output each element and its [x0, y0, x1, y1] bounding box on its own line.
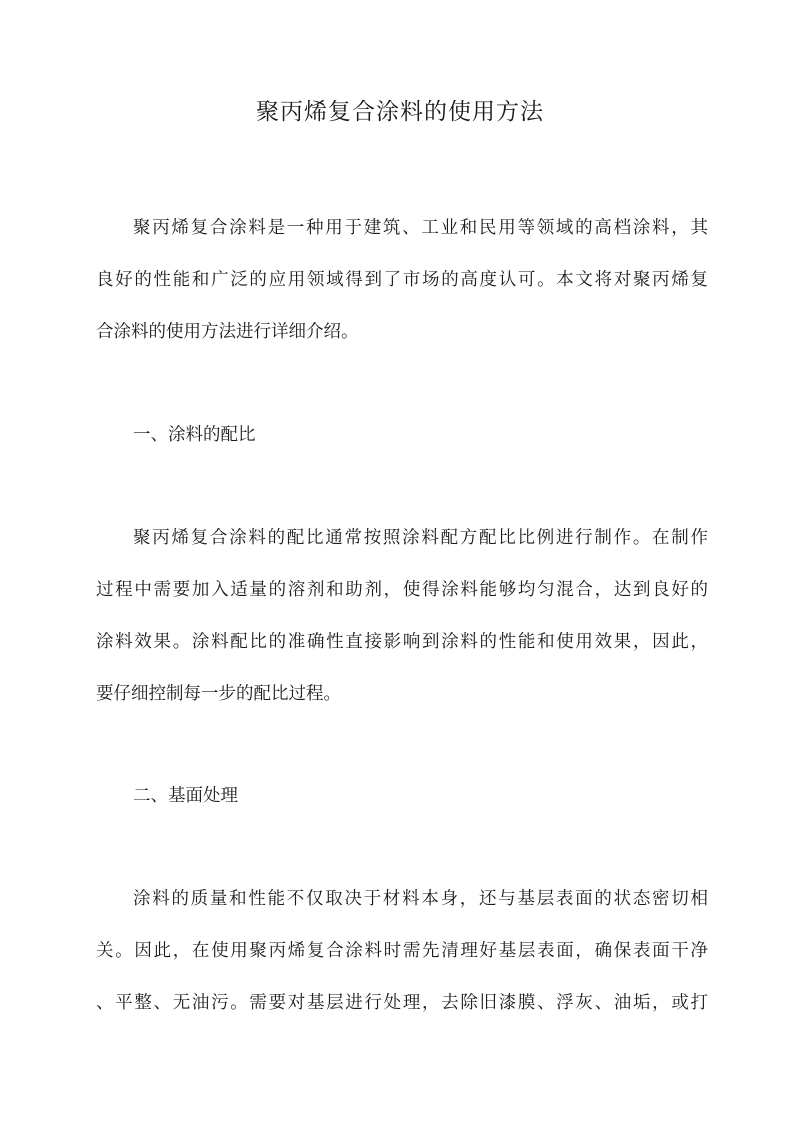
intro-line-2: 良好的性能和广泛的应用领域得到了市场的高度认可。本文将对聚丙烯复: [96, 270, 708, 290]
intro-line-3: 合涂料的使用方法进行详细介绍。: [96, 322, 359, 342]
section-2-line-2: 关。因此，在使用聚丙烯复合涂料时需先清理好基层表面，确保表面干净: [96, 941, 708, 961]
section-1-line-1: 聚丙烯复合涂料的配比通常按照涂料配方配比比例进行制作。在制作: [133, 528, 708, 548]
section-heading-1: 一、涂料的配比: [133, 425, 256, 445]
document-title: 聚丙烯复合涂料的使用方法: [256, 99, 544, 125]
section-1-line-2: 过程中需要加入适量的溶剂和助剂，使得涂料能够均匀混合，达到良好的: [96, 580, 708, 600]
section-heading-2: 二、基面处理: [133, 786, 238, 806]
section-2-paragraph: [96, 873, 708, 1029]
section-1-line-4: 要仔细控制每一步的配比过程。: [96, 684, 341, 704]
intro-paragraph: [96, 202, 708, 358]
section-2-line-1: 涂料的质量和性能不仅取决于材料本身，还与基层表面的状态密切相: [133, 889, 708, 909]
section-1-line-3: 涂料效果。涂料配比的准确性直接影响到涂料的性能和使用效果，因此，: [96, 632, 708, 652]
section-2-line-3: 、平整、无油污。需要对基层进行处理，去除旧漆膜、浮灰、油垢，或打: [96, 993, 708, 1013]
section-1-paragraph: [96, 512, 708, 720]
intro-line-1: 聚丙烯复合涂料是一种用于建筑、工业和民用等领域的高档涂料，其: [133, 218, 708, 238]
